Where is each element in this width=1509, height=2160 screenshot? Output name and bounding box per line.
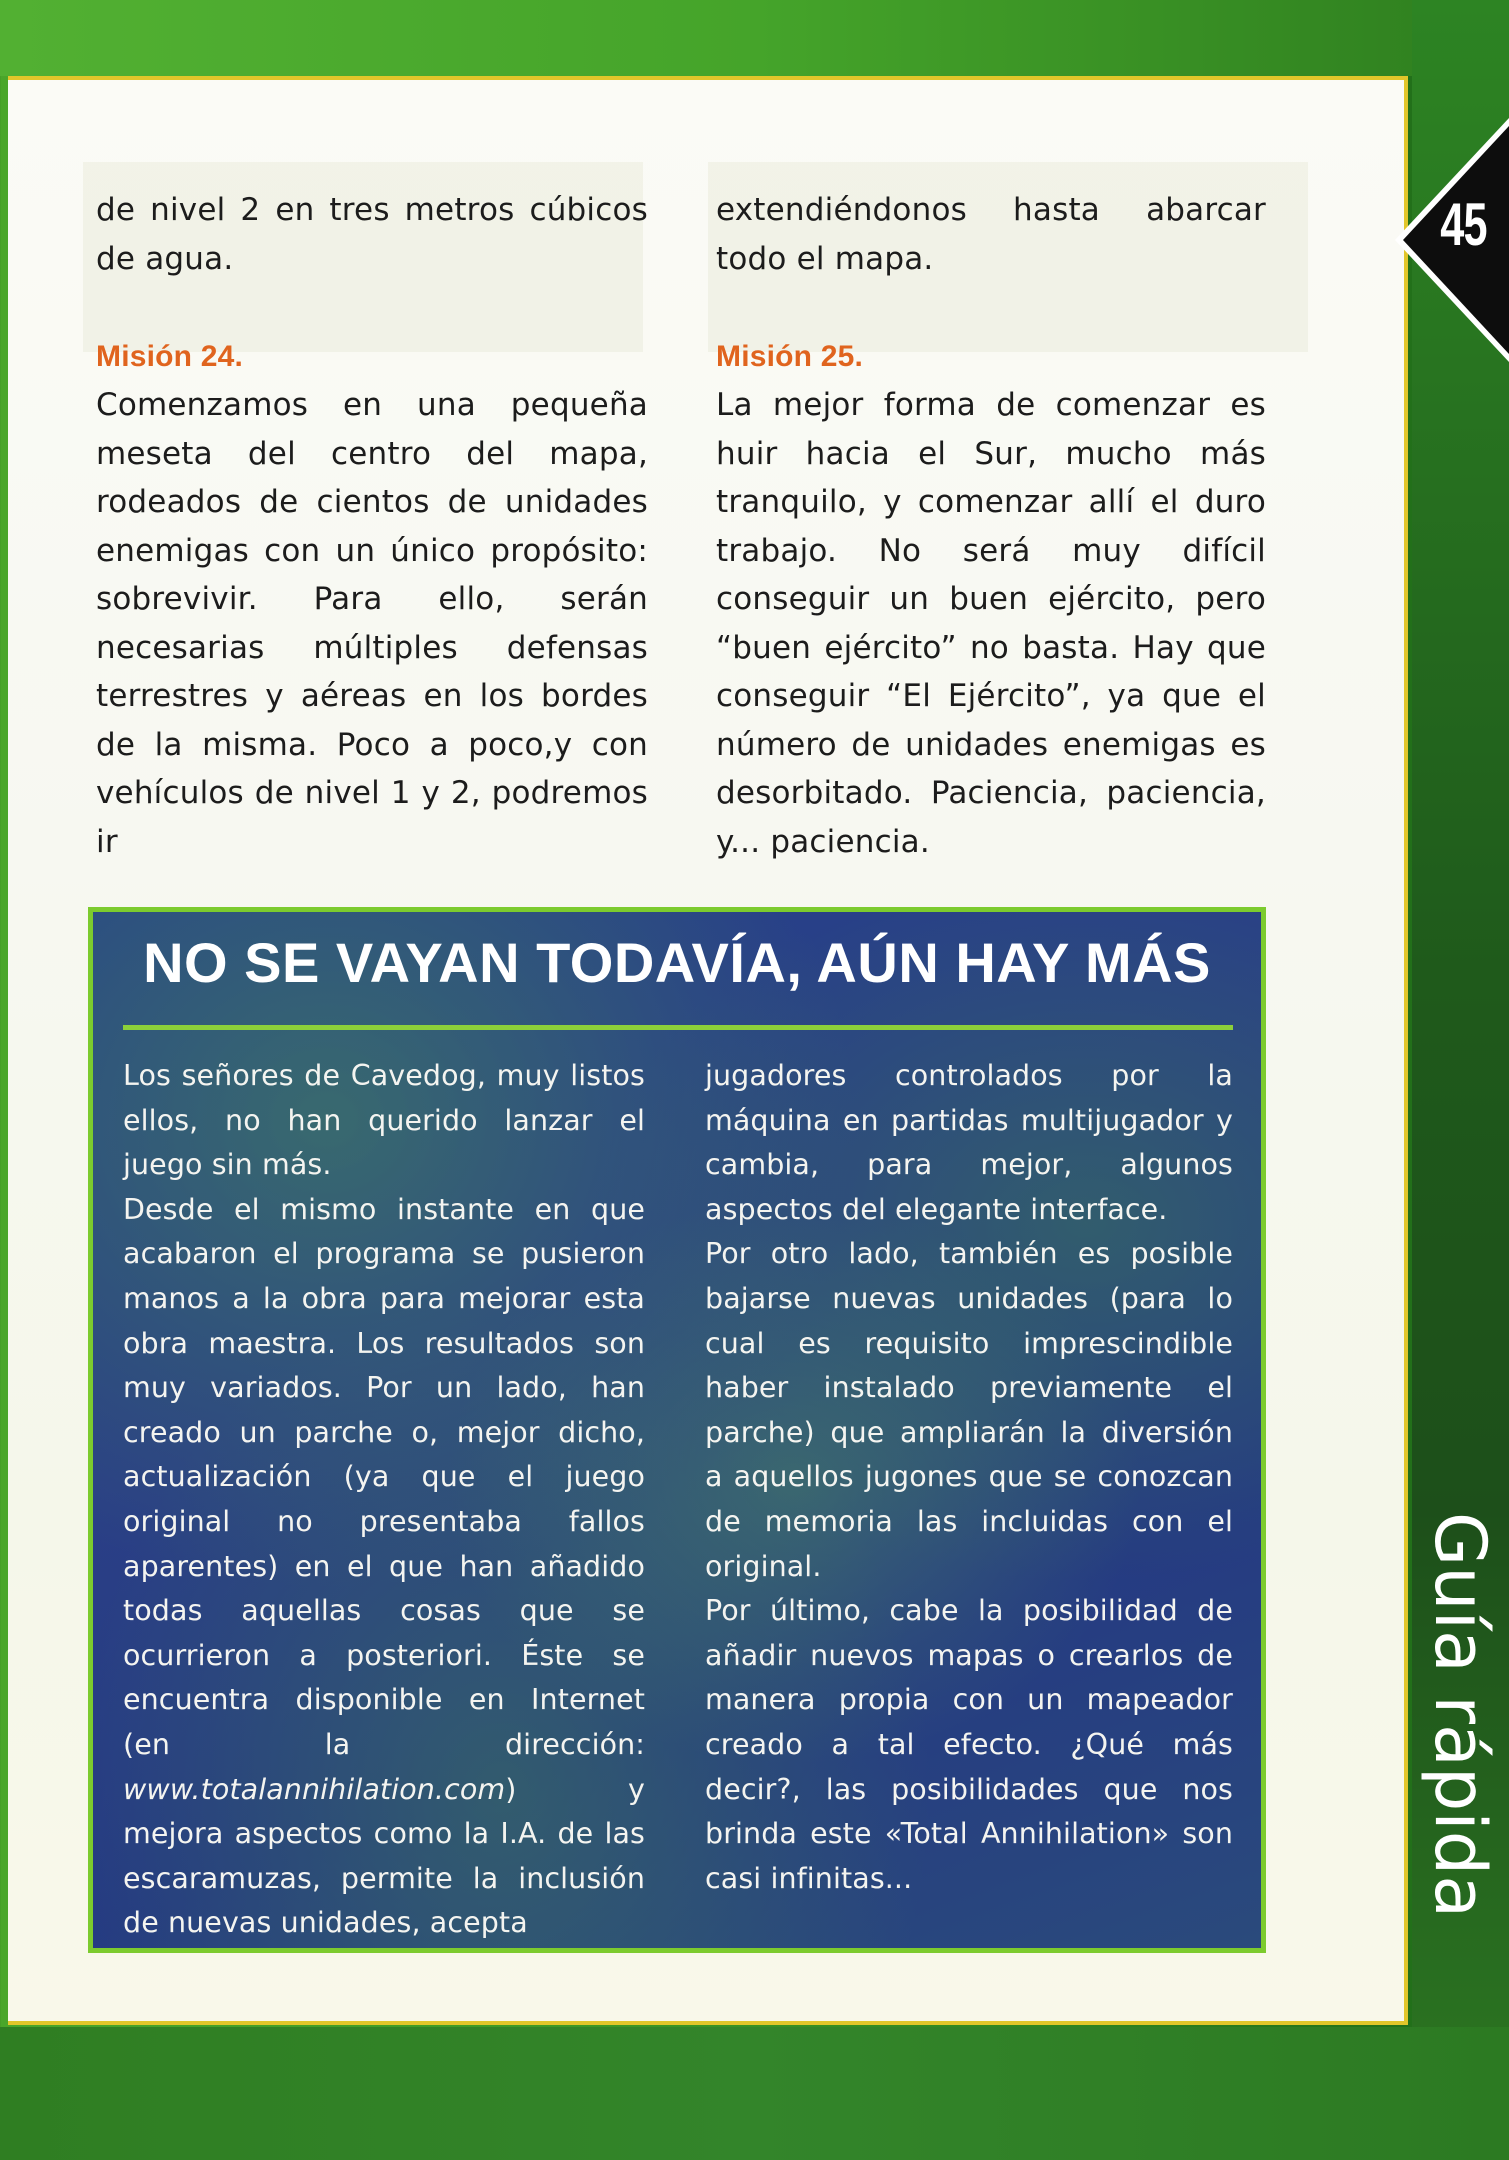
- bottom-green-band: [0, 2027, 1509, 2160]
- mission-25-text: La mejor forma de comenzar es huir hacia el Sur, mucho más tranquilo, y comenzar allí el duro trabajo. No será muy difícil conseguir un buen ejército, pero “buen ejército” no basta. Hay que conseguir “El Ejército”, ya que el número de unidades enemigas es desorbitado. Paciencia, paciencia, y... paciencia.: [716, 387, 1266, 860]
- box-paragraph-text: ) y mejora aspectos como la I.A. de las escaramuzas, permite la inclusión de nuevas unidades, acepta: [123, 1772, 645, 1940]
- website-link[interactable]: www.totalannihilation.com: [123, 1772, 506, 1806]
- left-column: [96, 186, 648, 866]
- page-number: 45: [1440, 191, 1487, 258]
- box-right-column: [705, 1054, 1233, 1901]
- box-paragraph: Por otro lado, también es posible bajarse nuevas unidades (para lo cual es requisito imprescindible haber instalado previamente el parche) que ampliarán la diversión a aquellos jugones que se conozcan de memoria las incluidas con el original.: [705, 1237, 1233, 1583]
- box-title: NO SE VAYAN TODAVÍA, AÚN HAY MÁS: [143, 931, 1211, 994]
- box-paragraph: [123, 1188, 645, 1946]
- box-title-divider: [123, 1025, 1233, 1030]
- continuation-text: de nivel 2 en tres metros cúbicos de agua.: [96, 192, 648, 277]
- right-column: [716, 186, 1266, 866]
- box-paragraph: Por último, cabe la posibilidad de añadir nuevos mapas o crearlos de manera propia con un mapeador creado a tal efecto. ¿Qué más decir?, las posibilidades que nos brinda este «Total Annihilation» son casi infinitas...: [705, 1594, 1233, 1895]
- top-green-band: [0, 0, 1509, 76]
- mission-25-heading: Misión 25.: [716, 340, 864, 373]
- box-paragraph: jugadores controlados por la máquina en partidas multijugador y cambia, para mejor, algunos aspectos del elegante interface.: [705, 1059, 1233, 1226]
- box-left-column: [123, 1054, 645, 1946]
- mission-24-heading: Misión 24.: [96, 340, 244, 373]
- continuation-text: extendiéndonos hasta abarcar todo el mapa.: [716, 192, 1266, 277]
- section-label-vertical: Guía rápida: [1419, 1512, 1501, 1919]
- box-paragraph: Los señores de Cavedog, muy listos ellos, no han querido lanzar el juego sin más.: [123, 1059, 645, 1182]
- mission-24-text: Comenzamos en una pequeña meseta del centro del mapa, rodeados de cientos de unidades enemigas con un único propósito: sobrevivir. Para ello, serán necesarias múltiples defensas terrestres y aéreas en los bordes de la misma. Poco a poco,y con vehículos de nivel 1 y 2, podremos ir: [96, 387, 648, 860]
- sidebar-box: [88, 907, 1266, 1953]
- box-paragraph-text: Desde el mismo instante en que acabaron el programa se pusieron manos a la obra para mejorar esta obra maestra. Los resultados son muy variados. Por un lado, han creado un parche o, mejor dicho, actualización (ya que el juego original no presentaba fallos aparentes) en el que han añadido todas aquellas cosas que se ocurrieron a posteriori. Éste se encuentra disponible en Internet (en la dirección:: [123, 1192, 645, 1761]
